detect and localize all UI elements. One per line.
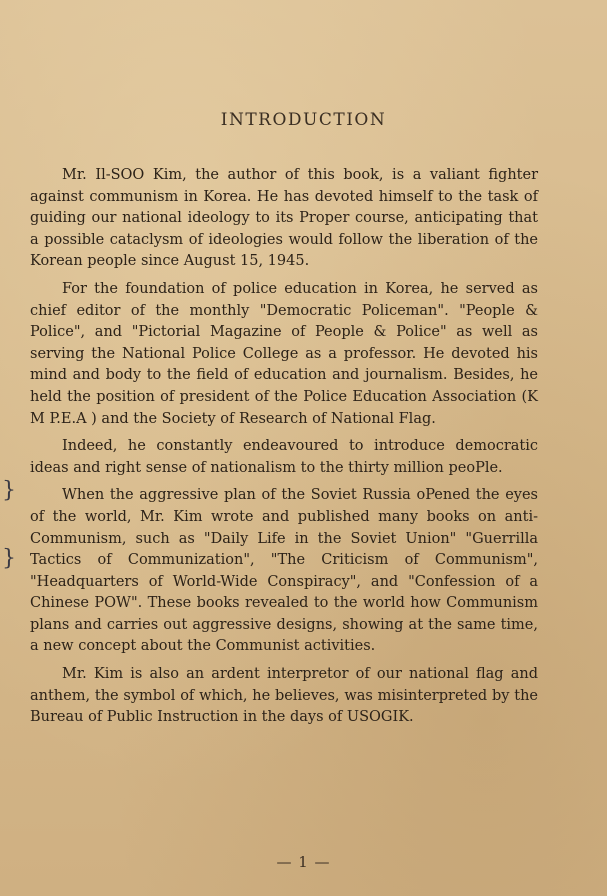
page-title: INTRODUCTION xyxy=(220,110,387,130)
paragraph: Indeed, he constantly endeavoured to introduce democratic ideas and right sense of nationalism to the thirty million peoPle. xyxy=(30,438,538,476)
paragraph: When the aggressive plan of the Soviet Russia oPened the eyes of the world, Mr. Kim wrote and published many books on anti-Communism, such as "Daily Life in the Soviet Union" "Guerrilla Tactics of Communization", "The Criticism of Communism", "Headquarters of World-Wide Conspiracy", and "Confession of a Chinese POW". These books revealed to the world how Communism plans and carries out aggressive designs, showing at the same time, a new concept about the Communist activities. xyxy=(30,487,538,655)
paragraph: For the foundation of police education in Korea, he served as chief editor of the monthly "Democratic Policeman". "People & Police", and "Pictorial Magazine of People & Police" as well as serving the National Police College as a professor. He devoted his mind and body to the field of education and journalism. Besides, he held the position of president of the Police Education Association (K M P.E.A ) and the Society of Research of National Flag. xyxy=(30,280,538,427)
body-text xyxy=(30,165,538,729)
page-number: — 1 — xyxy=(276,853,331,871)
margin-bracket-mark: } xyxy=(2,478,16,503)
paragraph: Mr. Il-SOO Kim, the author of this book, is a valiant fighter against communism in Korea. He has devoted himself to the task of guiding our national ideology to its Proper course, anticipating that a possible cataclysm of ideologies would follow the liberation of the Korean people since August 15, 1945. xyxy=(30,167,538,270)
paragraph: Mr. Kim is also an ardent interpretor of our national flag and anthem, the symbol of which, he believes, was misinterpreted by the Bureau of Public Instruction in the days of USOGIK. xyxy=(30,666,538,726)
margin-bracket-mark: } xyxy=(2,546,16,571)
